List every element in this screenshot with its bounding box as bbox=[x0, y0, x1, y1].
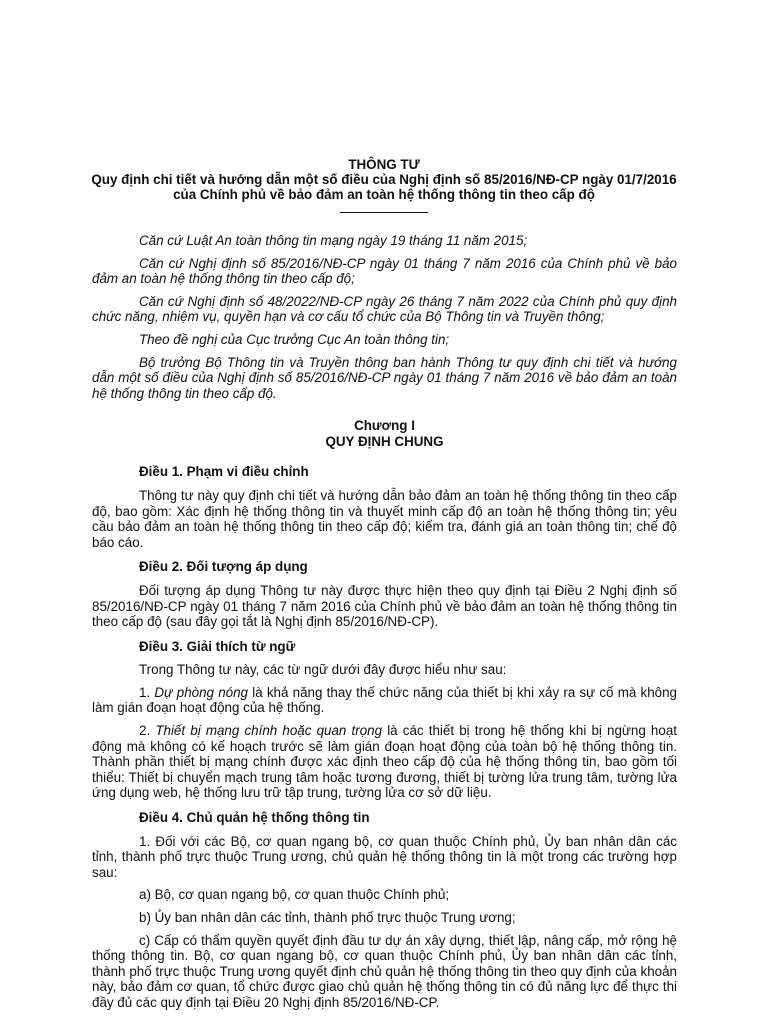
title-divider bbox=[340, 212, 428, 213]
chapter-title: QUY ĐỊNH CHUNG bbox=[325, 434, 444, 450]
document-title: THÔNG TƯ bbox=[348, 157, 420, 172]
chapter-number: Chương I bbox=[354, 418, 415, 434]
article-3-definition-2 bbox=[92, 723, 677, 801]
document-body bbox=[92, 233, 677, 1018]
preamble-proposal: Theo đề nghị của Cục trưởng Cục An toàn thông tin; bbox=[139, 331, 450, 347]
article-1-title: Điều 1. Phạm vi điều chỉnh bbox=[139, 464, 309, 480]
article-1-paragraph: Thông tư này quy định chi tiết và hướng dẫn bảo đảm an toàn hệ thống thông tin theo cấp độ, bao gồm: Xác định hệ thống thông tin và thuyết minh cấp độ an toàn hệ thống thông tin; yêu cầu bảo đảm an toàn hệ thống thông tin theo cấp độ; kiểm tra, đánh giá an toàn thông tin; chế độ báo cáo. bbox=[92, 487, 677, 550]
definition-1-number: 1. bbox=[139, 684, 155, 700]
preamble-issuance: Bộ trưởng Bộ Thông tin và Truyền thông ban hành Thông tư quy định chi tiết và hướng dẫn một số điều của Nghị định số 85/2016/NĐ-CP ngày 01 tháng 7 năm 2016 về bảo đảm an toàn hệ thống thông tin theo cấp độ. bbox=[92, 354, 677, 401]
chapter-heading bbox=[92, 418, 677, 450]
definition-2-number: 2. bbox=[139, 723, 156, 739]
article-2-title: Điều 2. Đối tượng áp dụng bbox=[139, 559, 308, 575]
article-4-title: Điều 4. Chủ quản hệ thống thông tin bbox=[139, 810, 370, 826]
preamble-basis-2: Căn cứ Nghị định số 85/2016/NĐ-CP ngày 01 tháng 7 năm 2016 của Chính phủ về bảo đảm an toàn hệ thống thông tin theo cấp độ; bbox=[92, 255, 677, 287]
definition-2-text: là các thiết bị trong hệ thống khi bị ngừng hoạt động mà không có kế hoạch trước sẽ làm gián đoạn hoạt động của toàn bộ hệ thống thông tin. Thành phần thiết bị mạng chính được xác định theo cấp độ của hệ thống thông tin, bao gồm tối thiểu: Thiết bị chuyển mạch trung tâm hoặc tương đương, thiết bị tường lửa trung tâm, tường lửa ứng dụng web, hệ thống lưu trữ tập trung, tường lửa cơ sở dữ liệu. bbox=[92, 723, 677, 801]
article-3-title: Điều 3. Giải thích từ ngữ bbox=[139, 638, 296, 654]
definition-1-text: là khả năng thay thế chức năng của thiết bị khi xảy ra sự cố mà không làm gián đoạn hoạt động của hệ thống. bbox=[92, 684, 678, 716]
definition-1-term: Dự phòng nóng bbox=[154, 684, 248, 700]
article-4-point-c: c) Cấp có thẩm quyền quyết định đầu tư dự án xây dựng, thiết lập, nâng cấp, mở rộng hệ thống thông tin. Bộ, cơ quan ngang bộ, cơ quan thuộc Chính phủ, Ủy ban nhân dân các tỉnh, thành phố trực thuộc Trung ương quyết định chủ quản hệ thống thông tin theo quy định của khoản này, bảo đảm cơ quan, tổ chức được giao chủ quản hệ thống thông tin có đủ năng lực để thực thi đầy đủ các quy định tại Điều 20 Nghị định 85/2016/NĐ-CP. bbox=[92, 932, 677, 1010]
preamble-basis-3: Căn cứ Nghị định số 48/2022/NĐ-CP ngày 26 tháng 7 năm 2022 của Chính phủ quy định chức năng, nhiệm vụ, quyền hạn và cơ cấu tổ chức của Bộ Thông tin và Truyền thông; bbox=[92, 293, 677, 325]
article-2-paragraph: Đối tượng áp dụng Thông tư này được thực hiện theo quy định tại Điều 2 Nghị định số 85/2016/NĐ-CP ngày 01 tháng 7 năm 2016 của Chính phủ về bảo đảm an toàn hệ thống thông tin theo cấp độ (sau đây gọi tắt là Nghị định 85/2016/NĐ-CP). bbox=[92, 582, 677, 630]
article-4-point-a: a) Bộ, cơ quan ngang bộ, cơ quan thuộc Chính phủ; bbox=[139, 887, 450, 903]
document-subtitle-line1: Quy định chi tiết và hướng dẫn một số điều của Nghị định số 85/2016/NĐ-CP ngày 01/7/2016 bbox=[91, 172, 677, 187]
article-3-intro: Trong Thông tư này, các từ ngữ dưới đây được hiểu như sau: bbox=[139, 662, 507, 678]
document-subtitle-line2: của Chính phủ về bảo đảm an toàn hệ thống thông tin theo cấp độ bbox=[173, 187, 595, 202]
preamble-basis-1: Căn cứ Luật An toàn thông tin mạng ngày 19 tháng 11 năm 2015; bbox=[139, 233, 528, 248]
document-header bbox=[0, 157, 768, 213]
article-4-point-b: b) Ủy ban nhân dân các tỉnh, thành phố trực thuộc Trung ương; bbox=[139, 910, 516, 925]
article-4-clause-1: 1. Đối với các Bộ, cơ quan ngang bộ, cơ quan thuộc Chính phủ, Ủy ban nhân dân các tỉnh, thành phố trực thuộc Trung ương, chủ quản hệ thống thông tin là một trong các trường hợp sau: bbox=[92, 833, 677, 880]
article-3-definition-1 bbox=[92, 685, 677, 716]
definition-2-term: Thiết bị mạng chính hoặc quan trọng bbox=[155, 723, 383, 739]
